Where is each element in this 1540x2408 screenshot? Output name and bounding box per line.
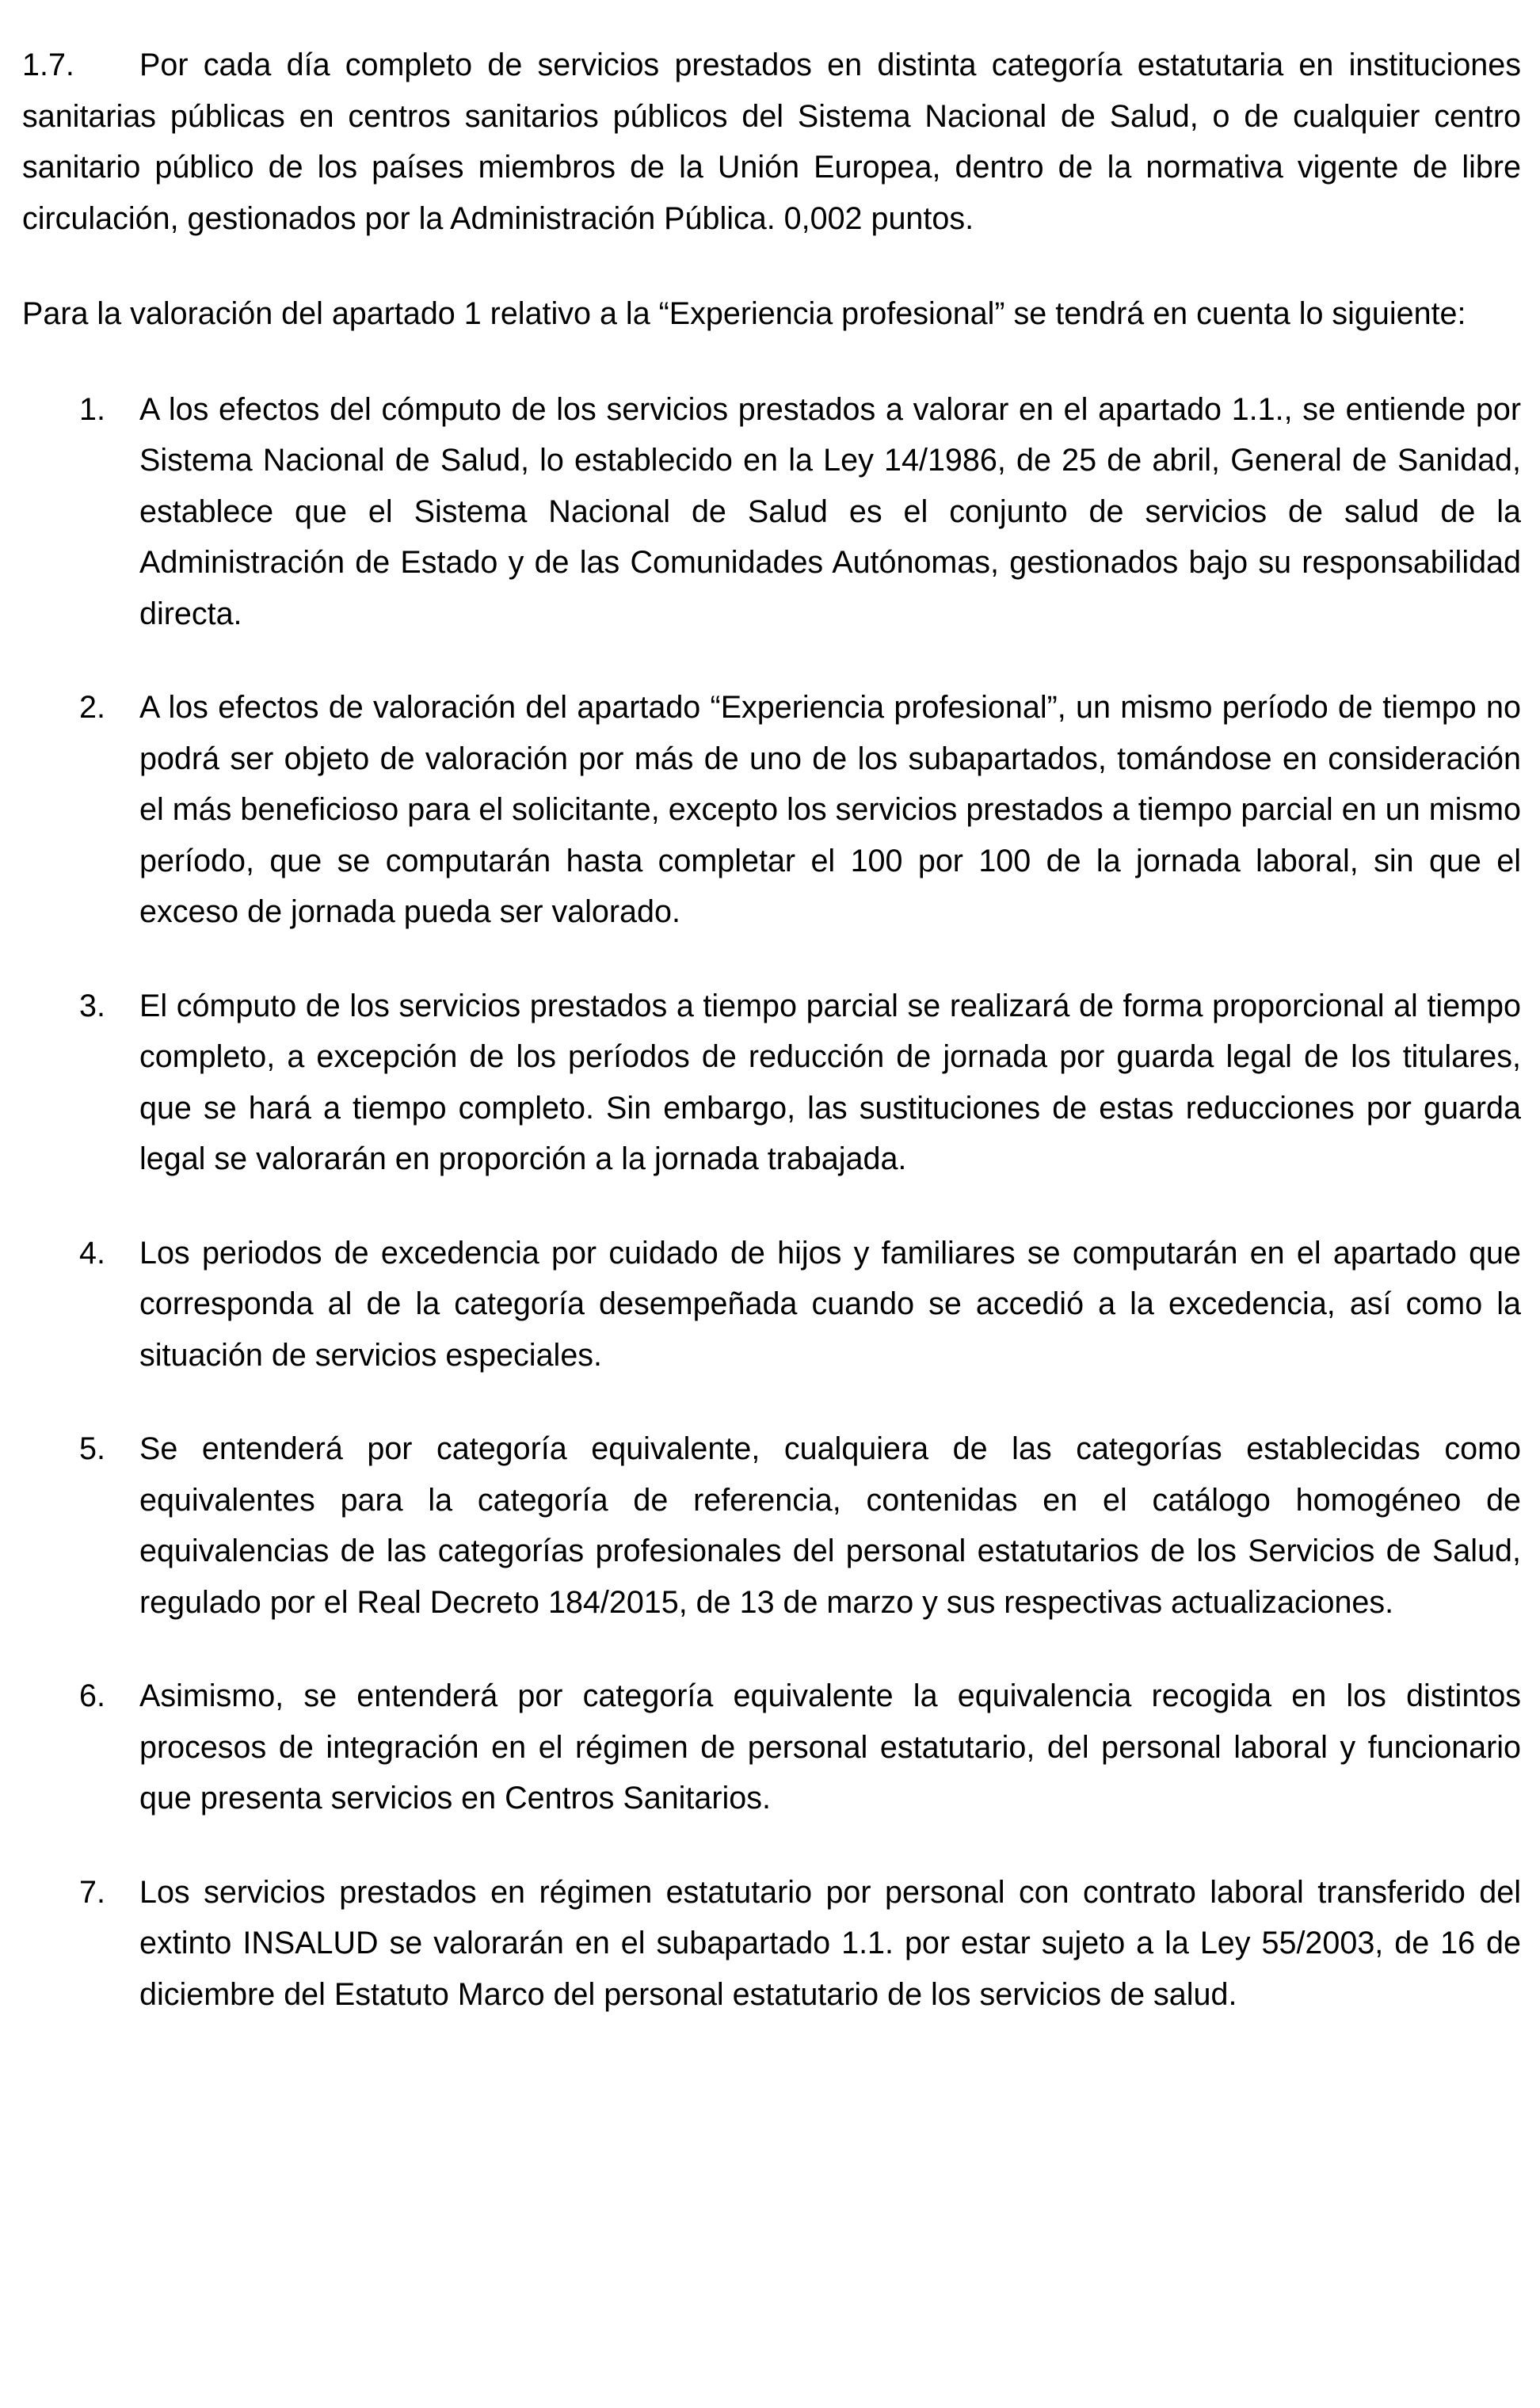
list-item-number: 7. xyxy=(79,1874,105,1910)
section-1-7-paragraph xyxy=(22,40,1521,244)
list-item-text: Se entenderá por categoría equivalente, cualquiera de las categorías establecidas como equivalentes para la categoría de referencia, contenidas en el catálogo homogéneo de equivalencias de las categorías profesionales del personal estatutarios de los Servicios de Salud, regulado por el Real Decreto 184/2015, de 13 de marzo y sus respectivas actualizaciones. xyxy=(139,1431,1521,1620)
intro-paragraph: Para la valoración del apartado 1 relativo a la “Experiencia profesional” se tendrá en cuenta lo siguiente: xyxy=(22,296,1466,331)
list-item xyxy=(22,981,1521,1185)
list-item-text: Asimismo, se entenderá por categoría equivalente la equivalencia recogida en los distintos procesos de integración en el régimen de personal estatutario, del personal laboral y funcionario que presenta servicios en Centros Sanitarios. xyxy=(139,1678,1521,1816)
list-item-text: Los servicios prestados en régimen estatutario por personal con contrato laboral transferido del extinto INSALUD se valorarán en el subapartado 1.1. por estar sujeto a la Ley 55/2003, de 16 de diciembre del Estatuto Marco del personal estatutario de los servicios de salud. xyxy=(139,1874,1521,2012)
list-item-text: A los efectos del cómputo de los servicios prestados a valorar en el apartado 1.1., se entiende por Sistema Nacional de Salud, lo establecido en la Ley 14/1986, de 25 de abril, General de Sanidad, establece que el Sistema Nacional de Salud es el conjunto de servicios de salud de la Administración de Estado y de las Comunidades Autónomas, gestionados bajo su responsabilidad directa. xyxy=(139,391,1521,631)
list-item-text: Los periodos de excedencia por cuidado de hijos y familiares se computarán en el apartado que corresponda al de la categoría desempeñada cuando se accedió a la excedencia, así como la situación de servicios especiales. xyxy=(139,1235,1521,1373)
section-number: 1.7. xyxy=(22,48,74,82)
list-item-number: 3. xyxy=(79,988,105,1023)
list-item-text: El cómputo de los servicios prestados a tiempo parcial se realizará de forma proporcional al tiempo completo, a excepción de los períodos de reducción de jornada por guarda legal de los titulares, que se hará a tiempo completo. Sin embargo, las sustituciones de estas reducciones por guarda legal se valorarán en proporción a la jornada trabajada. xyxy=(139,988,1521,1176)
list-item xyxy=(22,1228,1521,1381)
list-item-number: 5. xyxy=(79,1431,105,1466)
section-text: Por cada día completo de servicios prestados en distinta categoría estatutaria en instituciones sanitarias públicas en centros sanitarios públicos del Sistema Nacional de Salud, o de cualquier centro sanitario público de los países miembros de la Unión Europea, dentro de la normativa vigente de libre circulación, gestionados por la Administración Pública. 0,002 puntos. xyxy=(22,48,1521,236)
list-item xyxy=(22,1423,1521,1628)
list-item xyxy=(22,682,1521,938)
list-item-number: 4. xyxy=(79,1235,105,1271)
list-item xyxy=(22,1671,1521,1824)
list-item-number: 2. xyxy=(79,690,105,725)
document-page xyxy=(22,40,1521,2063)
list-item-number: 6. xyxy=(79,1678,105,1713)
list-item xyxy=(22,384,1521,640)
notes-list xyxy=(22,384,1521,2021)
list-item xyxy=(22,1867,1521,2021)
list-item-text: A los efectos de valoración del apartado “Experiencia profesional”, un mismo período de tiempo no podrá ser objeto de valoración por más de uno de los subapartados, tomándose en consideración el más beneficioso para el solicitante, excepto los servicios prestados a tiempo parcial en un mismo período, que se computarán hasta completar el 100 por 100 de la jornada laboral, sin que el exceso de jornada pueda ser valorado. xyxy=(139,690,1521,929)
list-item-number: 1. xyxy=(79,391,105,427)
